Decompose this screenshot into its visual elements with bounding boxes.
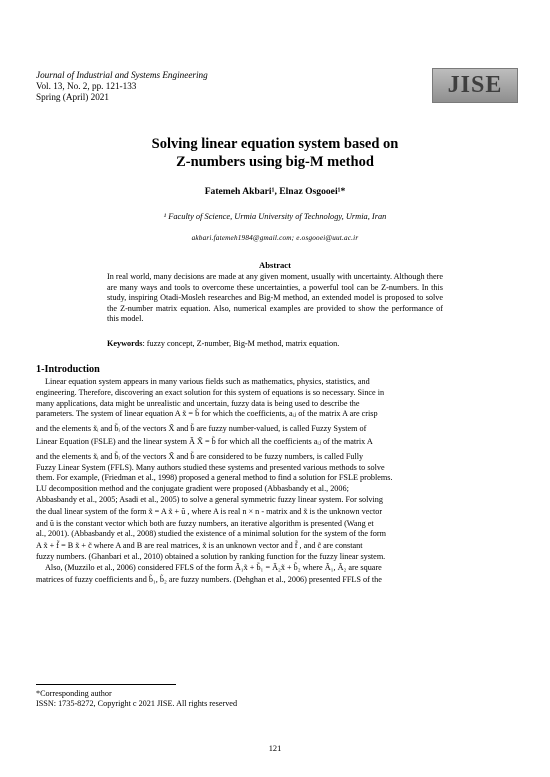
body-line: the dual linear system of the form x̃ = A x̃ + ũ , where A is real n × n - matrix and x̃ is the unknown vector	[36, 506, 383, 516]
journal-name: Journal of Industrial and Systems Engineering	[36, 70, 208, 80]
body-line: and ũ is the constant vector which both are fuzzy numbers, an iterative algorithm is presented (Wang et	[36, 518, 374, 528]
body-line: Linear Equation (FSLE) and the linear system Ã X̃ = b̃ for which all the coefficients aᵢⱼ of the matrix A	[36, 436, 373, 446]
body-line: parameters. The system of linear equation A x̃ = b̃ for which the coefficients, aᵢⱼ of the matrix A are crisp	[36, 409, 378, 419]
body-line: Fuzzy Linear System (FFLS). Many authors studied these systems and presented various methods to solve	[36, 462, 385, 472]
title-line-1: Solving linear equation system based on	[151, 136, 399, 152]
body-line: fuzzy numbers. (Ghanbari et al., 2010) obtained a solution by ranking function for the fuzzy linear system.	[36, 551, 386, 561]
issn-copyright: ISSN: 1735-8272, Copyright c 2021 JISE. All rights reserved	[36, 699, 238, 709]
abstract-heading: Abstract	[259, 260, 291, 270]
author-emails: akbari.fatemeh1984@gmail.com; e.osgooei@uut.ac.ir	[191, 234, 359, 242]
keywords-label: Keywords	[107, 339, 143, 348]
journal-issue: Spring (April) 2021	[36, 92, 109, 102]
body-line: many applications, data might be unrealistic and uncertain, fuzzy data is being used to describe the	[36, 398, 360, 408]
body-line: engineering. Therefore, discovering an exact solution for this system of equations is so necessary. Since in	[36, 387, 385, 397]
body-line: A x̃ + f̃ = B x̃ + c̃ where A and B are real matrices, x̃ is an unknown vector and f̃ , and c̃ are constant	[36, 541, 363, 551]
footnote-divider	[36, 684, 176, 685]
journal-volume: Vol. 13, No. 2, pp. 121-133	[36, 81, 137, 91]
journal-logo-text: JISE	[447, 72, 503, 98]
keywords	[107, 339, 443, 348]
introduction-body	[36, 377, 515, 585]
abstract-text: In real world, many decisions are made at any given moment, usually with uncertainty. Although there are many ways and tools to overcome these uncertainties, a powerful tool can be Z-numbers. In this study, inspiring Otadi-Mosleh researches and Big-M method, an extended model is proposed to solve the Z-number matrix equation. Also, numerical examples are provided to show the performance of this model.	[107, 272, 443, 324]
footnote	[36, 689, 237, 710]
body-line: them. For example, (Friedman et al., 1998) proposed a general method to find a solution for FSLE problems.	[36, 473, 393, 483]
body-line: and the elements x̃ᵢ and b̃ᵢ of the vectors X̃ and b̃ are fuzzy number-valued, is called Fuzzy System of	[36, 424, 367, 434]
title-line-2: Z-numbers using big-M method	[176, 154, 374, 170]
section-heading: 1-Introduction	[36, 364, 100, 375]
corresponding-author-note: *Corresponding author	[36, 689, 112, 698]
body-line: Also, (Muzzilo et al., 2006) considered FFLS of the form Ã₁x̃ + b̃₁ = Ã₂x̃ + b̃₂ where Ã₁, Ã₂ are square	[45, 562, 382, 572]
body-line: matrices of fuzzy coefficients and b̃₁, b̃₂ are fuzzy numbers. (Dehghan et al., 2006) presented FFLS of the	[36, 574, 382, 584]
body-line: al., 2001). (Abbasbandy et al., 2008) studied the existence of a minimal solution for the system of the form	[36, 529, 386, 539]
paper-title	[0, 135, 550, 171]
journal-header	[36, 70, 208, 103]
body-line: LU decomposition method and the conjugate gradient were proposed (Abbasbandy et al., 2006;	[36, 484, 349, 494]
page-number: 121	[268, 744, 282, 753]
body-line: Linear equation system appears in many various fields such as mathematics, physics, statistics, and	[45, 377, 370, 386]
body-line: Abbasbandy et al., 2005; Asadi et al., 2005) to solve a general symmetric fuzzy linear system. For solving	[36, 494, 383, 504]
journal-logo	[432, 68, 518, 103]
body-line: and the elements x̃ᵢ and b̃ᵢ of the vectors X̃ and b̃ are considered to be fuzzy numbers, is called Fully	[36, 451, 364, 461]
keywords-list: : fuzzy concept, Z-number, Big-M method, matrix equation.	[142, 339, 340, 348]
affiliation: ¹ Faculty of Science, Urmia University of Technology, Urmia, Iran	[163, 212, 387, 221]
authors: Fatemeh Akbari¹, Elnaz Osgooei¹*	[204, 186, 346, 197]
